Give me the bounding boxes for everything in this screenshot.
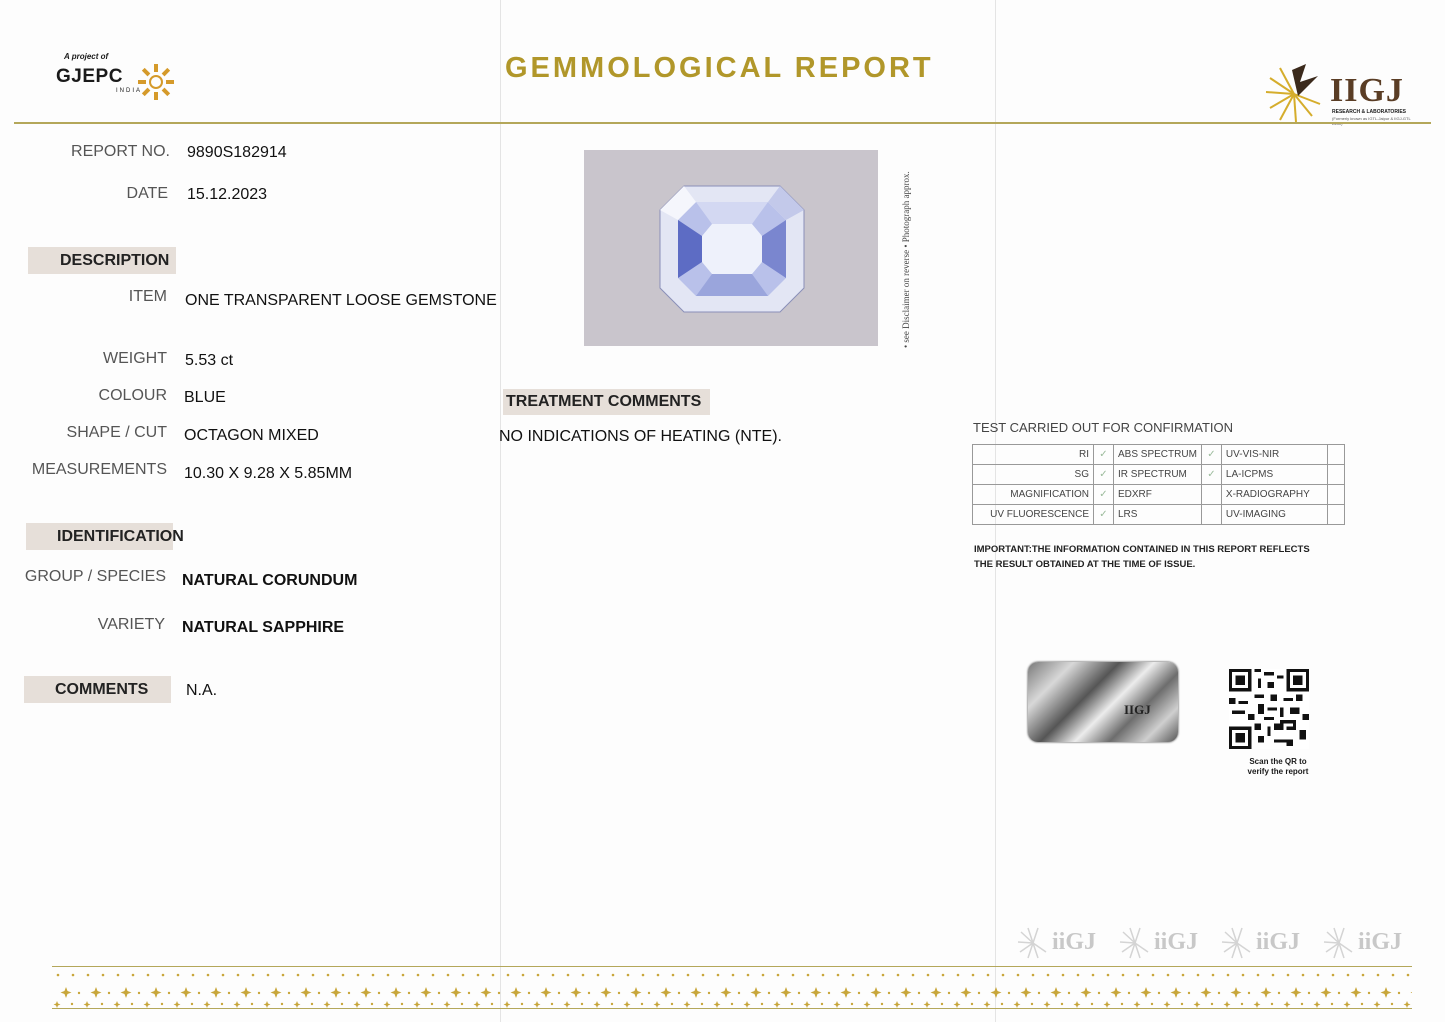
check-icon: ✓	[1094, 465, 1114, 485]
check-icon: ✓	[1094, 445, 1114, 465]
hologram-text: IIGJ	[1124, 702, 1151, 717]
measurements-label: MEASUREMENTS	[31, 461, 167, 478]
colour-value: BLUE	[184, 389, 226, 406]
test-cell: X-RADIOGRAPHY	[1221, 485, 1327, 505]
test-cell: LA-ICPMS	[1221, 465, 1327, 485]
group-value: NATURAL CORUNDUM	[182, 572, 358, 589]
gjepc-tagline: A project of	[64, 52, 109, 61]
test-cell: EDXRF	[1114, 485, 1202, 505]
watermark-starburst-icon	[1118, 926, 1152, 960]
important-label: IMPORTANT:	[974, 544, 1032, 555]
check-icon: ✓	[1201, 465, 1221, 485]
report-no-value: 9890S182914	[187, 144, 287, 161]
gemstone-photo	[584, 150, 878, 346]
empty-check-cell	[1201, 505, 1221, 525]
date-label: DATE	[126, 185, 168, 202]
hologram-sticker	[1028, 662, 1178, 742]
table-row	[973, 505, 1345, 525]
test-cell: MAGNIFICATION	[973, 485, 1094, 505]
report-no-label: REPORT NO.	[71, 143, 170, 160]
footer-stars-border	[52, 966, 1412, 1010]
watermark-logo	[1016, 926, 1116, 964]
date-value: 15.12.2023	[187, 186, 268, 203]
watermark-text: iiGJ	[1154, 929, 1199, 955]
watermark-logo	[1322, 926, 1422, 964]
watermark-starburst-icon	[1016, 926, 1050, 960]
gjepc-sun-icon	[136, 62, 176, 102]
shape-label: SHAPE / CUT	[66, 424, 167, 441]
report-title: GEMMOLOGICAL REPORT	[505, 52, 934, 84]
colour-label: COLOUR	[98, 387, 167, 404]
watermark-starburst-icon	[1322, 926, 1356, 960]
test-cell: UV FLUORESCENCE	[973, 505, 1094, 525]
empty-cell	[1328, 505, 1345, 525]
watermark-text: iiGJ	[1358, 929, 1403, 955]
check-icon: ✓	[1094, 485, 1114, 505]
weight-value: 5.53 ct	[185, 352, 234, 369]
watermark-text: iiGJ	[1052, 929, 1097, 955]
variety-value: NATURAL SAPPHIRE	[182, 619, 345, 636]
item-label: ITEM	[128, 288, 167, 305]
qr-caption: Scan the QR to verify the report	[1247, 757, 1309, 776]
check-icon: ✓	[1094, 505, 1114, 525]
identification-heading: IDENTIFICATION	[26, 523, 173, 550]
photo-disclaimer	[897, 154, 915, 348]
variety-label: VARIETY	[97, 616, 165, 633]
watermark-logo	[1220, 926, 1320, 964]
treatment-value: NO INDICATIONS OF HEATING (NTE).	[499, 428, 782, 445]
watermark-starburst-icon	[1220, 926, 1254, 960]
item-value: ONE TRANSPARENT LOOSE GEMSTONE	[185, 292, 497, 309]
tests-table	[972, 444, 1345, 525]
gjepc-country: INDIA	[116, 88, 143, 94]
empty-cell	[1328, 445, 1345, 465]
gjepc-logo	[56, 52, 176, 100]
test-cell: IR SPECTRUM	[1114, 465, 1202, 485]
test-cell: RI	[973, 445, 1094, 465]
description-heading: DESCRIPTION	[28, 247, 176, 274]
weight-label: WEIGHT	[103, 350, 167, 367]
header-divider	[14, 122, 1431, 124]
iigj-name: IIGJ	[1330, 72, 1404, 109]
qr-code-icon[interactable]	[1229, 669, 1309, 749]
gemstone-image	[584, 150, 878, 346]
test-cell: LRS	[1114, 505, 1202, 525]
test-cell: ABS SPECTRUM	[1114, 445, 1202, 465]
comments-value: N.A.	[186, 682, 218, 699]
iigj-logo	[1262, 58, 1422, 124]
treatment-heading: TREATMENT COMMENTS	[503, 389, 710, 415]
iigj-subtitle: RESEARCH & LABORATORIES	[1332, 109, 1406, 115]
important-note	[974, 542, 1314, 572]
iigj-note: (Formerly known as IGTL-Jaipur & IIGJ-GTL	[1332, 116, 1411, 121]
photo-disclaimer-text: • see Disclaimer on reverse • Photograph approx.	[901, 171, 911, 348]
table-row	[973, 465, 1345, 485]
empty-check-cell	[1201, 485, 1221, 505]
important-text: THE INFORMATION CONTAINED IN THIS REPORT REFLECTS THE RESULT OBTAINED AT THE TIME OF ISSUE.	[974, 544, 1310, 570]
iigj-starburst-icon	[1262, 62, 1326, 124]
table-row	[973, 445, 1345, 465]
group-label: GROUP / SPECIES	[24, 568, 166, 585]
test-cell: SG	[973, 465, 1094, 485]
shape-value: OCTAGON MIXED	[184, 427, 319, 444]
measurements-value: 10.30 X 9.28 X 5.85MM	[184, 465, 353, 482]
test-cell: UV-IMAGING	[1221, 505, 1327, 525]
empty-cell	[1328, 485, 1345, 505]
check-icon: ✓	[1201, 445, 1221, 465]
watermark-text: iiGJ	[1256, 929, 1301, 955]
gjepc-name: GJEPC	[56, 66, 123, 87]
empty-cell	[1328, 465, 1345, 485]
test-cell: UV-VIS-NIR	[1221, 445, 1327, 465]
comments-heading: COMMENTS	[24, 676, 171, 703]
watermark-logo	[1118, 926, 1218, 964]
tests-title: TEST CARRIED OUT FOR CONFIRMATION	[973, 420, 1234, 435]
table-row	[973, 485, 1345, 505]
